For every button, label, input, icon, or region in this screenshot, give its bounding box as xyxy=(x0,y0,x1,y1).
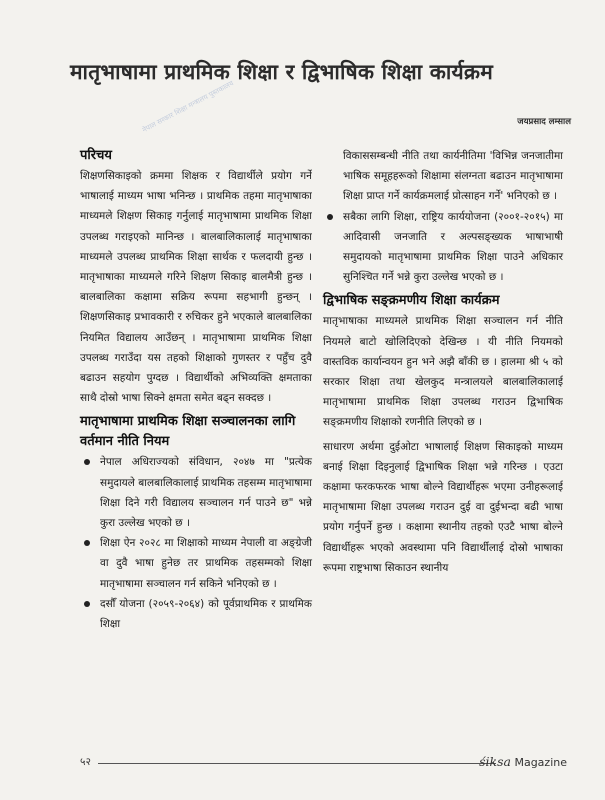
list-item xyxy=(80,533,312,594)
policy-heading: मातृभाषामा प्राथमिक शिक्षा सञ्चालनका लागि वर्तमान नीति नियम xyxy=(80,414,296,450)
bullet-icon xyxy=(84,540,90,546)
continued-bullet-list xyxy=(323,146,563,287)
list-item xyxy=(323,146,563,207)
intro-paragraph: शिक्षणसिकाइको क्रममा शिक्षक र विद्यार्थीले प्रयोग गर्ने भाषालाई माध्यम भाषा भनिन्छ । प्राथमिक तहमा मातृभाषाका माध्यमले शिक्षण सिकाइ गर्नुलाई मातृभाषामा प्राथमिक शिक्षा उपलब्ध गराइएको मानिन्छ । बालबालिकालाई मातृभाषाका माध्यमले उपलब्ध प्राथमिक शिक्षा सार्थक र फलदायी हुन्छ । मातृभाषाका माध्यमले गरिने शिक्षण सिकाइ बालमैत्री हुन्छ । बालबालिका कक्षामा सक्रिय रूपमा सहभागी हुन्छन् । शिक्षणसिकाइ प्रभावकारी र रुचिकर हुने भएकाले बालबालिका नियमित विद्यालय आउँछन् । मातृभाषामा प्राथमिक शिक्षा उपलब्ध गराउँदा यस तहको शिक्षाको गुणस्तर र पहुँच दुवै बढाउन सहयोग पुग्दछ । विद्यार्थीको अभिव्यक्ति क्षमताका साथै दोस्रो भाषा सिक्ने क्षमता समेत बढ्न सक्दछ । xyxy=(80,170,312,405)
continued-text: विकाससम्बन्धी नीति तथा कार्यनीतिमा 'विभिन्न जनजातीमा भाषिक समूहहरूको शिक्षामा संलग्नता बढाउन मातृभाषामा शिक्षा प्राप्त गर्ने कार्यक्रमलाई प्रोत्साहन गर्ने' भनिएको छ । xyxy=(343,150,563,203)
bullet-icon xyxy=(84,601,90,607)
library-stamp: नेपाल सरकार शिक्षा मन्त्रालय पुस्तकालय xyxy=(141,79,235,135)
intro-heading: परिचय xyxy=(80,148,112,163)
list-item xyxy=(323,207,563,288)
magazine-name xyxy=(479,754,567,769)
article-title: मातृभाषामा प्राथमिक शिक्षा र द्विभाषिक शिक्षा कार्यक्रम xyxy=(70,60,494,84)
magazine-italic: śiksa xyxy=(479,754,511,769)
magazine-word: Magazine xyxy=(514,756,567,769)
author-name: जयप्रसाद लम्साल xyxy=(517,117,571,127)
list-item xyxy=(80,594,312,634)
right-column xyxy=(323,146,563,578)
bullet-icon xyxy=(327,214,333,220)
bullet-text: नेपाल अधिराज्यको संविधान, २०४७ मा "प्रत्येक समुदायले बालबालिकालाई प्राथमिक तहसम्म मातृभाषामा शिक्षा दिने गरी विद्यालय सञ्चालन गर्न पाउने छ" भन्ने कुरा उल्लेख भएको छ । xyxy=(100,456,312,530)
page-number: ५२ xyxy=(80,756,91,768)
left-column xyxy=(80,146,312,634)
bullet-text: शिक्षा ऐन २०२८ मा शिक्षाको माध्यम नेपाली वा अङ्ग्रेजी वा दुवै भाषा हुनेछ तर प्राथमिक तहसम्मको शिक्षा मातृभाषामा सञ्चालन गर्न सकिने भनिएको छ । xyxy=(100,537,312,590)
list-item xyxy=(80,452,312,533)
policy-bullet-list xyxy=(80,452,312,634)
bullet-text: सबैका लागि शिक्षा, राष्ट्रिय कार्ययोजना (२००१-२०१५) मा आदिवासी जनजाति र अल्पसङ्ख्यक भाषाभाषी समुदायको मातृभाषामा प्राथमिक शिक्षा पाउने अधिकार सुनिश्चित गर्ने भन्ने कुरा उल्लेख भएको छ । xyxy=(343,210,563,284)
bilingual-paragraph-2: साधारण अर्थमा दुईओटा भाषालाई शिक्षण सिकाइको माध्यम बनाई शिक्षा दिइनुलाई द्विभाषिक शिक्षा भन्ने गरिन्छ । एउटा कक्षामा फरकफरक भाषा बोल्ने विद्यार्थीहरू भएमा उनीहरूलाई मातृभाषामा शिक्षा उपलब्ध गराउन दुई वा दुईभन्दा बढी भाषा प्रयोग गर्नुपर्ने हुन्छ । कक्षामा स्थानीय तहको एउटै भाषा बोल्ने विद्यार्थीहरू भएको अवस्थामा पनि विद्यार्थीलाई दोस्रो भाषाका रूपमा राष्ट्रभाषा सिकाउन स्थानीय xyxy=(323,440,563,574)
bullet-text: दसौँ योजना (२०५९-२०६४) को पूर्वप्राथमिक र प्राथमिक शिक्षा xyxy=(100,597,312,631)
bullet-icon xyxy=(84,459,90,465)
footer-divider xyxy=(98,763,496,764)
bilingual-paragraph-1: मातृभाषाका माध्यमले प्राथमिक शिक्षा सञ्चालन गर्न नीति नियमले बाटो खोलिदिएको देखिन्छ । यी नीति नियमको वास्तविक कार्यान्वयन हुन भने अझै बाँकी छ । हालमा श्री ५ को सरकार शिक्षा तथा खेलकुद मन्त्रालयले बालबालिकालाई मातृभाषामा प्राथमिक शिक्षा उपलब्ध गराउन द्विभाषिक सङ्क्रमणीय शिक्षाको रणनीति लिएको छ । xyxy=(323,315,563,429)
bilingual-heading: द्विभाषिक सङ्क्रमणीय शिक्षा कार्यक्रम xyxy=(323,293,500,309)
